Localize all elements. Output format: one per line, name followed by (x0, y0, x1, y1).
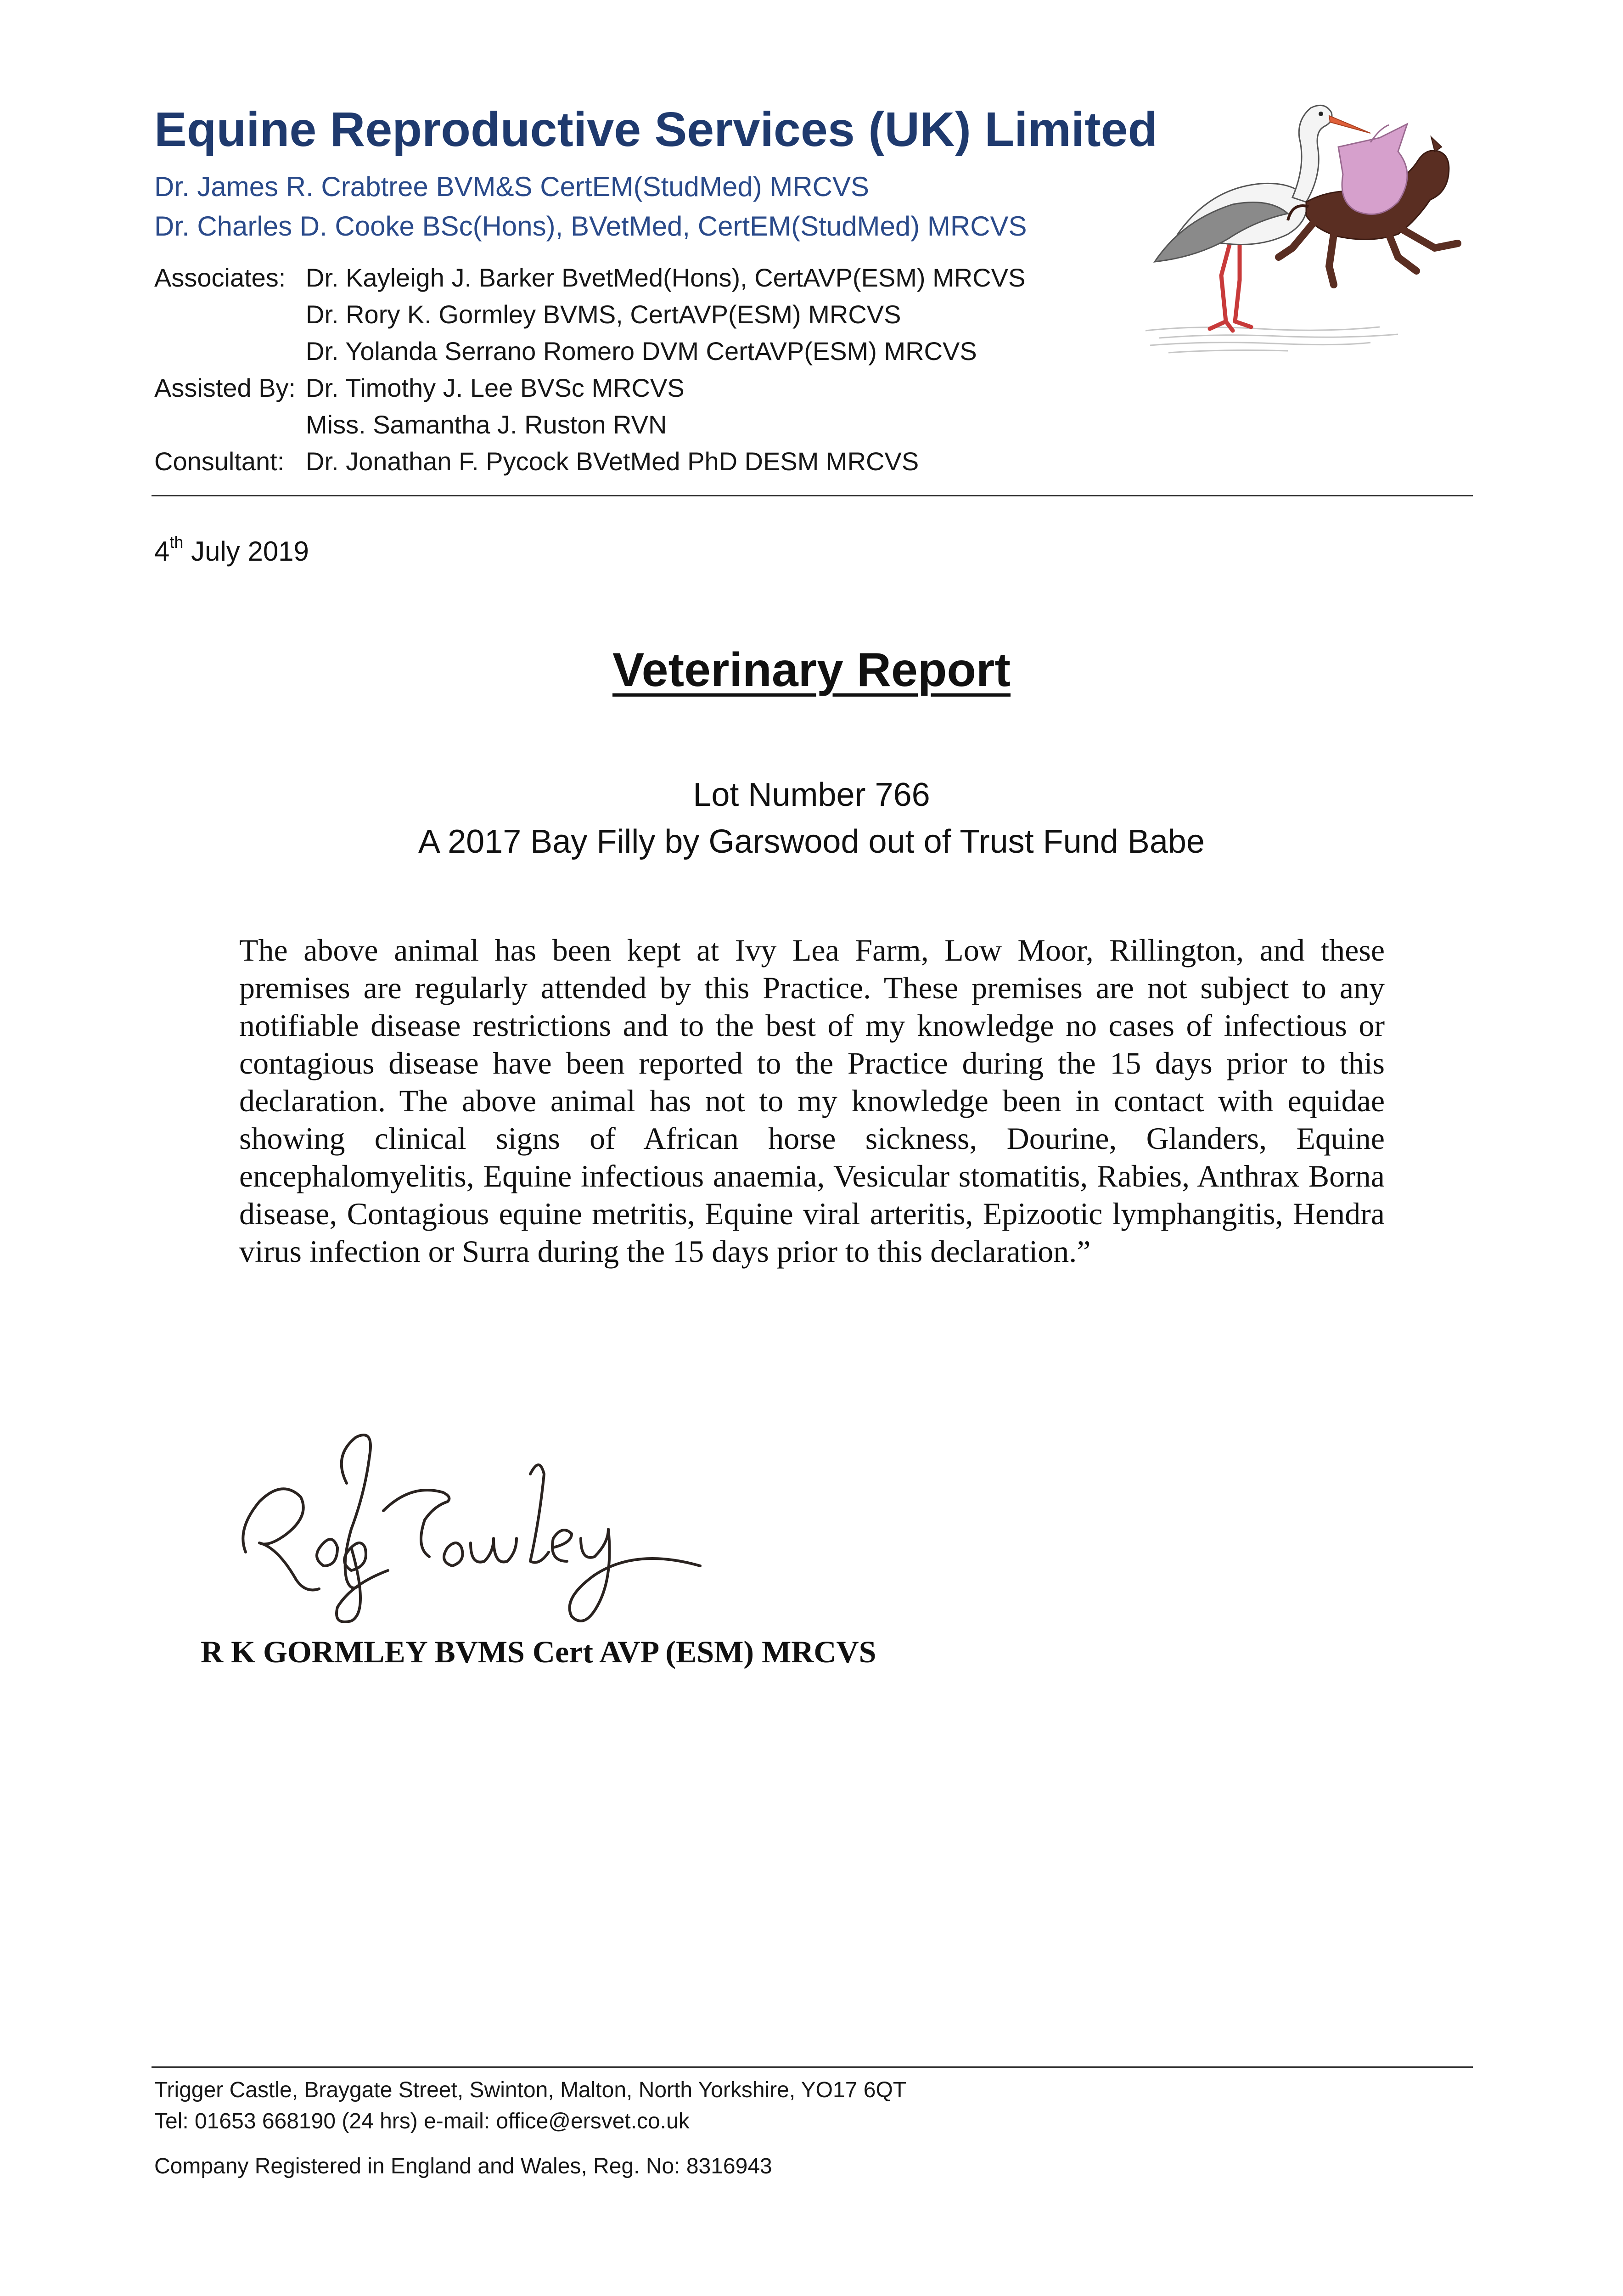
footer-registration: Company Registered in England and Wales, Reg. No: 8316943 (154, 2154, 772, 2178)
footer-contact: Tel: 01653 668190 (24 hrs) e-mail: office@ersvet.co.uk (154, 2109, 690, 2133)
consultant-label: Consultant: (154, 447, 285, 476)
stork-beak (1329, 116, 1370, 133)
stork-carrying-foal-logo (1141, 83, 1481, 358)
company-name: Equine Reproductive Services (UK) Limited (154, 102, 1158, 157)
footer-address: Trigger Castle, Braygate Street, Swinton, Malton, North Yorkshire, YO17 6QT (154, 2078, 907, 2102)
report-date (154, 535, 309, 567)
declaration-paragraph: The above animal has been kept at Ivy Lea Farm, Low Moor, Rillington, and these premises are regularly attended by this Practice. These premises are not subject to any notifiable disease restrictions and to the best of my knowledge no cases of infectious or contagious disease have been reported to the Practice during the 15 days prior to this declaration. The above animal has not to my knowledge been in contact with equidae showing clinical signs of African horse sickness, Dourine, Glanders, Equine encephalomyelitis, Equine infectious anaemia, Vesicular stomatitis, Rabies, Anthrax Borna disease, Contagious equine metritis, Equine viral arteritis, Epizootic lymphangitis, Hendra virus infection or Surra during the 15 days prior to this declaration.” (239, 933, 1385, 1269)
date-suffix: th (169, 533, 184, 551)
director-crabtree: Dr. James R. Crabtree BVM&S CertEM(StudMed) MRCVS (154, 171, 870, 202)
lot-number: Lot Number 766 (693, 777, 930, 813)
report-title-text: Veterinary Report (612, 643, 1011, 697)
stork-legs (1210, 241, 1251, 331)
director-cooke: Dr. Charles D. Cooke BSc(Hons), BVetMed, CertEM(StudMed) MRCVS (154, 211, 1027, 242)
associate-gormley: Dr. Rory K. Gormley BVMS, CertAVP(ESM) MRCVS (306, 300, 901, 329)
associate-barker: Dr. Kayleigh J. Barker BvetMed(Hons), CertAVP(ESM) MRCVS (306, 263, 1026, 292)
consultant-pycock: Dr. Jonathan F. Pycock BVetMed PhD DESM MRCVS (306, 447, 919, 476)
footer-divider (152, 2066, 1473, 2068)
handwritten-signature (232, 1428, 719, 1639)
bundle-icon (1338, 124, 1407, 214)
ground-shadow (1146, 327, 1398, 353)
associate-serrano: Dr. Yolanda Serrano Romero DVM CertAVP(ESM) MRCVS (306, 337, 977, 366)
report-title (0, 643, 1623, 698)
assistant-ruston: Miss. Samantha J. Ruston RVN (306, 410, 667, 439)
stork-neck (1292, 105, 1332, 202)
date-day: 4 (154, 536, 170, 567)
associates-label: Associates: (154, 263, 286, 292)
stork-eye (1319, 112, 1323, 116)
signatory-name: R K GORMLEY BVMS Cert AVP (ESM) MRCVS (201, 1634, 876, 1669)
assisted-by-label: Assisted By: (154, 373, 296, 402)
date-month-year: July 2019 (191, 536, 309, 567)
assistant-lee: Dr. Timothy J. Lee BVSc MRCVS (306, 373, 685, 402)
header-divider (152, 495, 1473, 496)
animal-description: A 2017 Bay Filly by Garswood out of Trust Fund Babe (418, 823, 1205, 860)
